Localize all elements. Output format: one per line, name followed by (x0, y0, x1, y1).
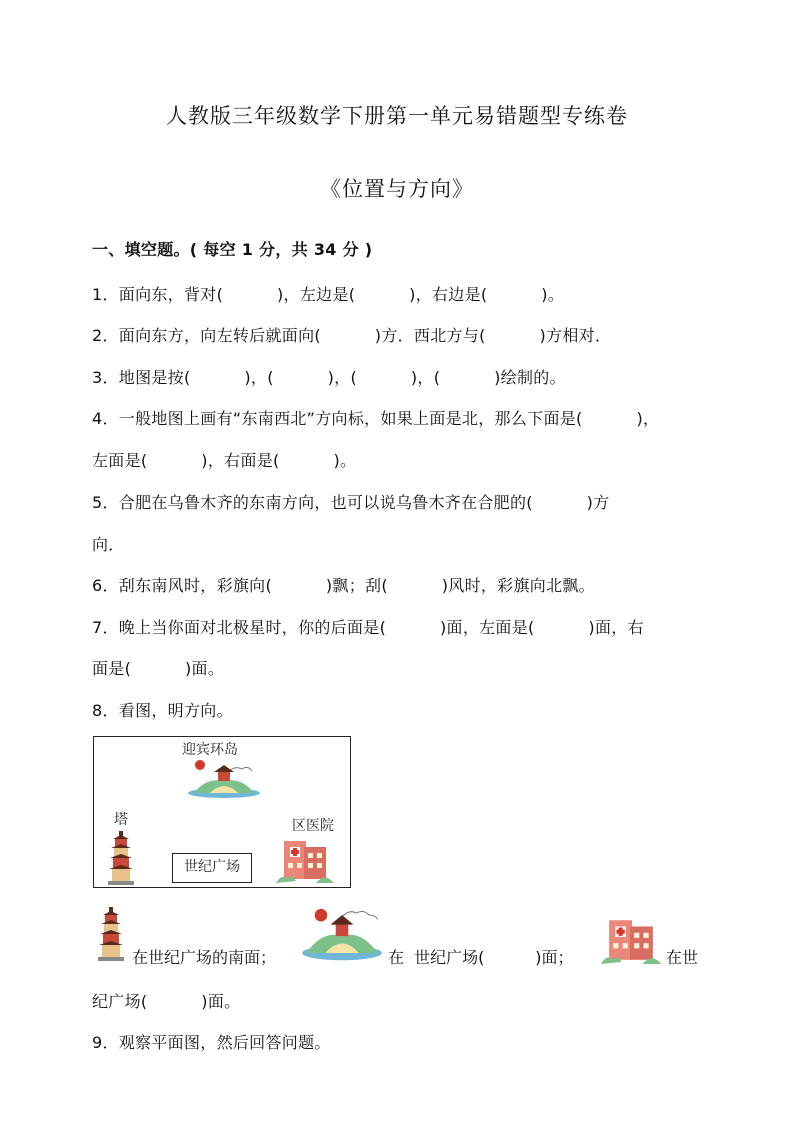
hospital-icon (598, 914, 664, 968)
question-6: 6．刮东南风时，彩旗向( )飘；刮( )风时，彩旗向北飘。 (92, 576, 595, 595)
question-4-line1: 4．一般地图上画有“东南西北”方向标，如果上面是北，那么下面是( )， (92, 409, 660, 428)
question-4-line2: 左面是( )，右面是( )。 (92, 451, 357, 470)
question-9: 9．观察平面图，然后回答问题。 (92, 1033, 331, 1052)
tower-icon (98, 906, 124, 966)
map-label-plaza: 世纪广场 (184, 859, 240, 875)
question-8-answer-a: 在世纪广场的南面； (132, 948, 277, 967)
section-heading: 一、填空题。( 每空 1 分，共 34 分 ) (92, 240, 373, 259)
hospital-icon (276, 835, 334, 887)
question-2: 2．面向东方，向左转后就面向( )方．西北方与( )方相对． (92, 326, 612, 345)
map-figure (93, 736, 351, 888)
page-title: 人教版三年级数学下册第一单元易错题型专练卷 (166, 104, 628, 128)
tower-icon (108, 831, 134, 889)
question-8-answer-c: 在世 (666, 948, 699, 967)
question-5-line1: 5．合肥在乌鲁木齐的东南方向，也可以说乌鲁木齐在合肥的( )方 (92, 493, 610, 512)
island-icon (300, 902, 384, 968)
question-8-answer-b: 在 世纪广场( )面； (388, 948, 574, 967)
question-3: 3．地图是按( )，( )，( )，( )绘制的。 (92, 368, 566, 387)
question-8: 8．看图，明方向。 (92, 701, 233, 720)
question-1: 1．面向东，背对( )，左边是( )，右边是( )。 (92, 285, 565, 304)
page-subtitle: 《位置与方向》 (320, 177, 474, 201)
question-7-line2: 面是( )面。 (92, 659, 225, 678)
map-label-hospital: 区医院 (292, 818, 334, 834)
map-label-island: 迎宾环岛 (182, 742, 238, 758)
plaza-box (172, 853, 252, 883)
island-icon (184, 757, 264, 803)
question-5-line2: 向． (92, 535, 125, 554)
map-label-tower: 塔 (114, 812, 128, 828)
question-8-answer-d: 纪广场( )面。 (92, 992, 241, 1011)
question-7-line1: 7．晚上当你面对北极星时，你的后面是( )面，左面是( )面，右 (92, 618, 644, 637)
